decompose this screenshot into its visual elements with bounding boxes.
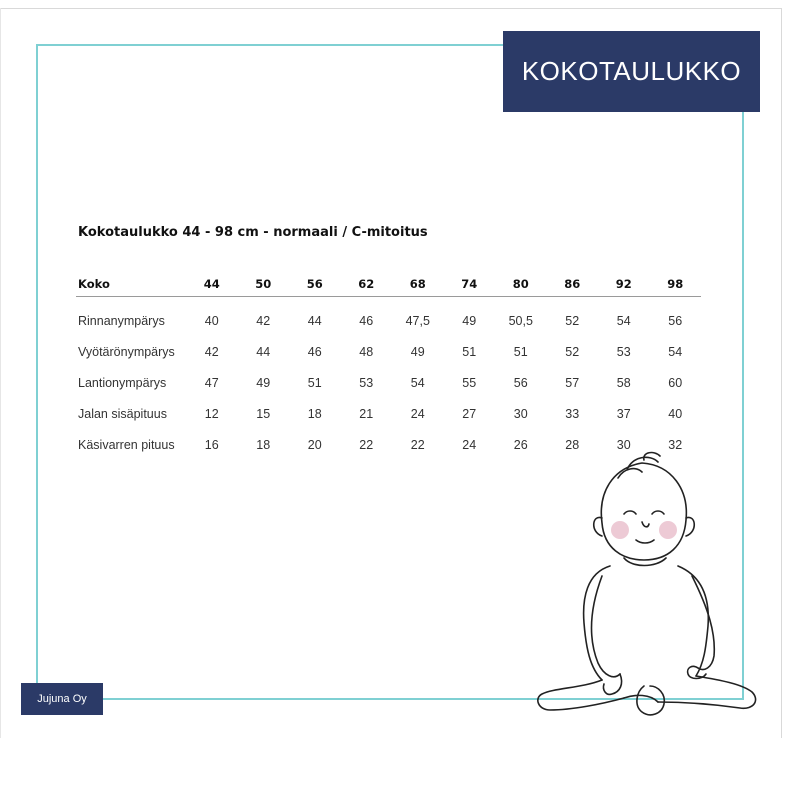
company-name: Jujuna Oy <box>37 693 87 705</box>
table-cell: 51 <box>462 344 477 359</box>
column-header: 56 <box>289 272 341 297</box>
column-header: 98 <box>650 272 702 297</box>
table-cell: 52 <box>565 313 580 328</box>
table-cell: 20 <box>307 437 322 452</box>
table-row <box>76 336 701 367</box>
table-cell: 32 <box>668 437 683 452</box>
table-cell: 40 <box>204 313 219 328</box>
baby-ear-left <box>594 517 602 536</box>
table-cell: 44 <box>256 344 271 359</box>
table-cell: 48 <box>359 344 374 359</box>
table-cell: 56 <box>513 375 528 390</box>
table-cell: 22 <box>359 437 374 452</box>
table-cell: 46 <box>307 344 322 359</box>
column-header: 92 <box>598 272 650 297</box>
table-cell: 21 <box>359 406 374 421</box>
row-label: Käsivarren pituus <box>78 437 175 452</box>
table-cell: 54 <box>410 375 425 390</box>
table-cell: 37 <box>616 406 631 421</box>
table-cell: 54 <box>668 344 683 359</box>
table-heading: Kokotaulukko 44 - 98 cm - normaali / C-mitoitus <box>78 225 428 240</box>
baby-body <box>584 566 709 680</box>
table-cell: 49 <box>462 313 477 328</box>
table-cell: 55 <box>462 375 477 390</box>
table-cell: 49 <box>410 344 425 359</box>
table-cell: 18 <box>307 406 322 421</box>
column-header: 50 <box>238 272 290 297</box>
table-cell: 24 <box>462 437 477 452</box>
table-cell: 60 <box>668 375 683 390</box>
baby-head <box>601 463 686 560</box>
table-cell: 24 <box>410 406 425 421</box>
table-cell: 27 <box>462 406 477 421</box>
table-cell: 46 <box>359 313 374 328</box>
company-badge <box>21 683 103 715</box>
table-cell: 51 <box>307 375 322 390</box>
table-cell: 51 <box>513 344 528 359</box>
table-cell: 47,5 <box>405 313 430 328</box>
baby-diaper <box>624 695 658 702</box>
page-title: KOKOTAULUKKO <box>521 56 742 86</box>
table-cell: 12 <box>204 406 219 421</box>
table-cell: 28 <box>565 437 580 452</box>
table-cell: 33 <box>565 406 580 421</box>
baby-eye-left <box>624 511 636 514</box>
table-cell: 15 <box>256 406 271 421</box>
baby-mouth <box>636 540 654 543</box>
row-label: Lantionympärys <box>78 375 167 390</box>
column-header: 74 <box>444 272 496 297</box>
title-banner <box>503 31 760 112</box>
baby-ear-right <box>686 517 694 536</box>
table-cell: 47 <box>204 375 219 390</box>
table-cell: 16 <box>204 437 219 452</box>
row-label: Vyötärönympärys <box>78 344 175 359</box>
table-cell: 53 <box>616 344 631 359</box>
column-header: 44 <box>186 272 238 297</box>
column-header: 68 <box>392 272 444 297</box>
size-table <box>76 272 701 460</box>
table-cell: 42 <box>204 344 219 359</box>
column-header: Koko <box>76 272 186 297</box>
table-cell: 56 <box>668 313 683 328</box>
table-cell: 22 <box>410 437 425 452</box>
table-cell: 30 <box>513 406 528 421</box>
table-cell: 18 <box>256 437 271 452</box>
table-cell: 58 <box>616 375 631 390</box>
table-cell: 44 <box>307 313 322 328</box>
baby-eye-right <box>652 511 664 514</box>
column-header: 62 <box>341 272 393 297</box>
left-divider <box>0 8 1 738</box>
baby-nose <box>642 522 649 527</box>
baby-arm-left <box>592 576 620 677</box>
table-cell: 52 <box>565 344 580 359</box>
baby-leg-right <box>658 676 756 708</box>
baby-foot <box>637 686 664 715</box>
table-header-row <box>76 272 701 297</box>
row-label: Jalan sisäpituus <box>78 406 167 421</box>
top-divider <box>0 8 782 9</box>
baby-illustration <box>532 448 762 723</box>
table-row <box>76 297 701 337</box>
table-cell: 49 <box>256 375 271 390</box>
table-row <box>76 398 701 429</box>
table-cell: 54 <box>616 313 631 328</box>
column-header: 86 <box>547 272 599 297</box>
row-label: Rinnanympärys <box>78 313 165 328</box>
baby-cheek-left <box>611 521 629 539</box>
table-cell: 26 <box>513 437 528 452</box>
table-cell: 57 <box>565 375 580 390</box>
table-cell: 40 <box>668 406 683 421</box>
table-cell: 53 <box>359 375 374 390</box>
table-cell: 42 <box>256 313 271 328</box>
table-row <box>76 367 701 398</box>
table-cell: 50,5 <box>508 313 533 328</box>
column-header: 80 <box>495 272 547 297</box>
right-divider <box>781 8 782 738</box>
table-cell: 30 <box>616 437 631 452</box>
baby-cheek-right <box>659 521 677 539</box>
